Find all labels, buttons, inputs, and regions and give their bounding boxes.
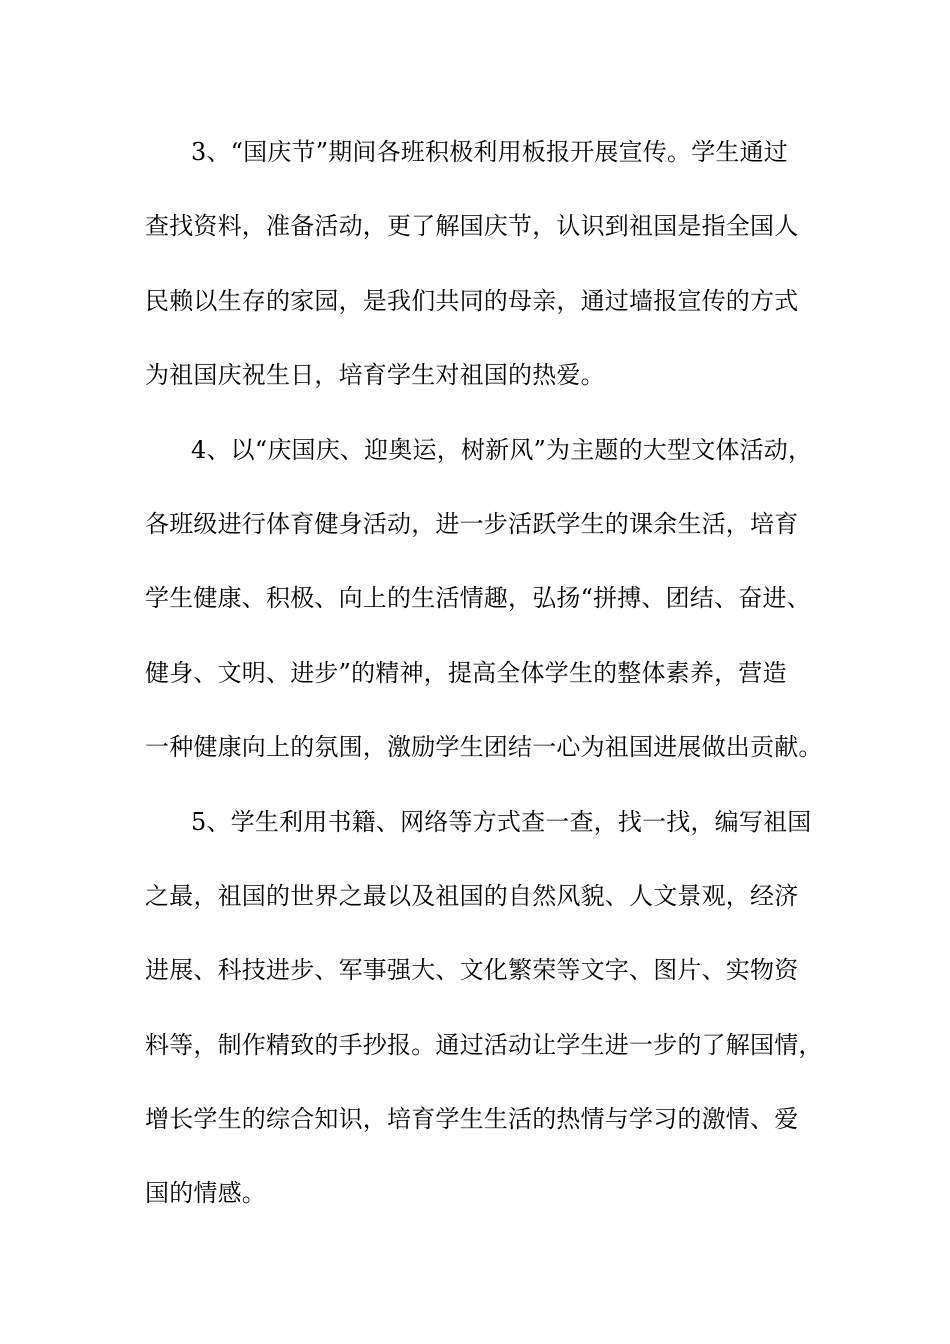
document-body (145, 115, 835, 1231)
paragraph-line: 国的情感。 (145, 1179, 266, 1208)
paragraph-line: 4、以“庆国庆、迎奥运，树新风”为主题的大型文体活动， (191, 435, 813, 464)
paragraph-line: 料等，制作精致的手抄报。通过活动让学生进一步的了解国情， (145, 1030, 823, 1059)
paragraph-4 (145, 413, 835, 785)
paragraph-line: 一种健康向上的氛围，激励学生团结一心为祖国进展做出贡献。 (145, 733, 823, 762)
paragraph-line: 之最，祖国的世界之最以及祖国的自然风貌、人文景观，经济 (145, 881, 799, 910)
paragraph-line: 民赖以生存的家园，是我们共同的母亲，通过墙报宣传的方式 (145, 286, 799, 315)
paragraph-line: 增长学生的综合知识，培育学生生活的热情与学习的激情、爱 (145, 1105, 799, 1134)
paragraph-line: 学生健康、积极、向上的生活情趣，弘扬“拼搏、团结、奋进、 (145, 584, 811, 613)
paragraph-3 (145, 115, 835, 413)
paragraph-line: 各班级进行体育健身活动，进一步活跃学生的课余生活，培育 (145, 509, 799, 538)
paragraph-line: 为祖国庆祝生日，培育学生对祖国的热爱。 (145, 361, 605, 390)
paragraph-line: 查找资料，准备活动，更了解国庆节，认识到祖国是指全国人 (145, 212, 799, 241)
paragraph-line: 进展、科技进步、军事强大、文化繁荣等文字、图片、实物资 (145, 956, 799, 985)
paragraph-line: 健身、文明、进步”的精神，提高全体学生的整体素养，营造 (145, 658, 787, 687)
paragraph-line: 3、“国庆节”期间各班积极利用板报开展宣传。学生通过 (191, 138, 789, 166)
paragraph-5 (145, 785, 835, 1231)
paragraph-line: 5、学生利用书籍、网络等方式查一查，找一找，编写祖国 (191, 807, 812, 836)
